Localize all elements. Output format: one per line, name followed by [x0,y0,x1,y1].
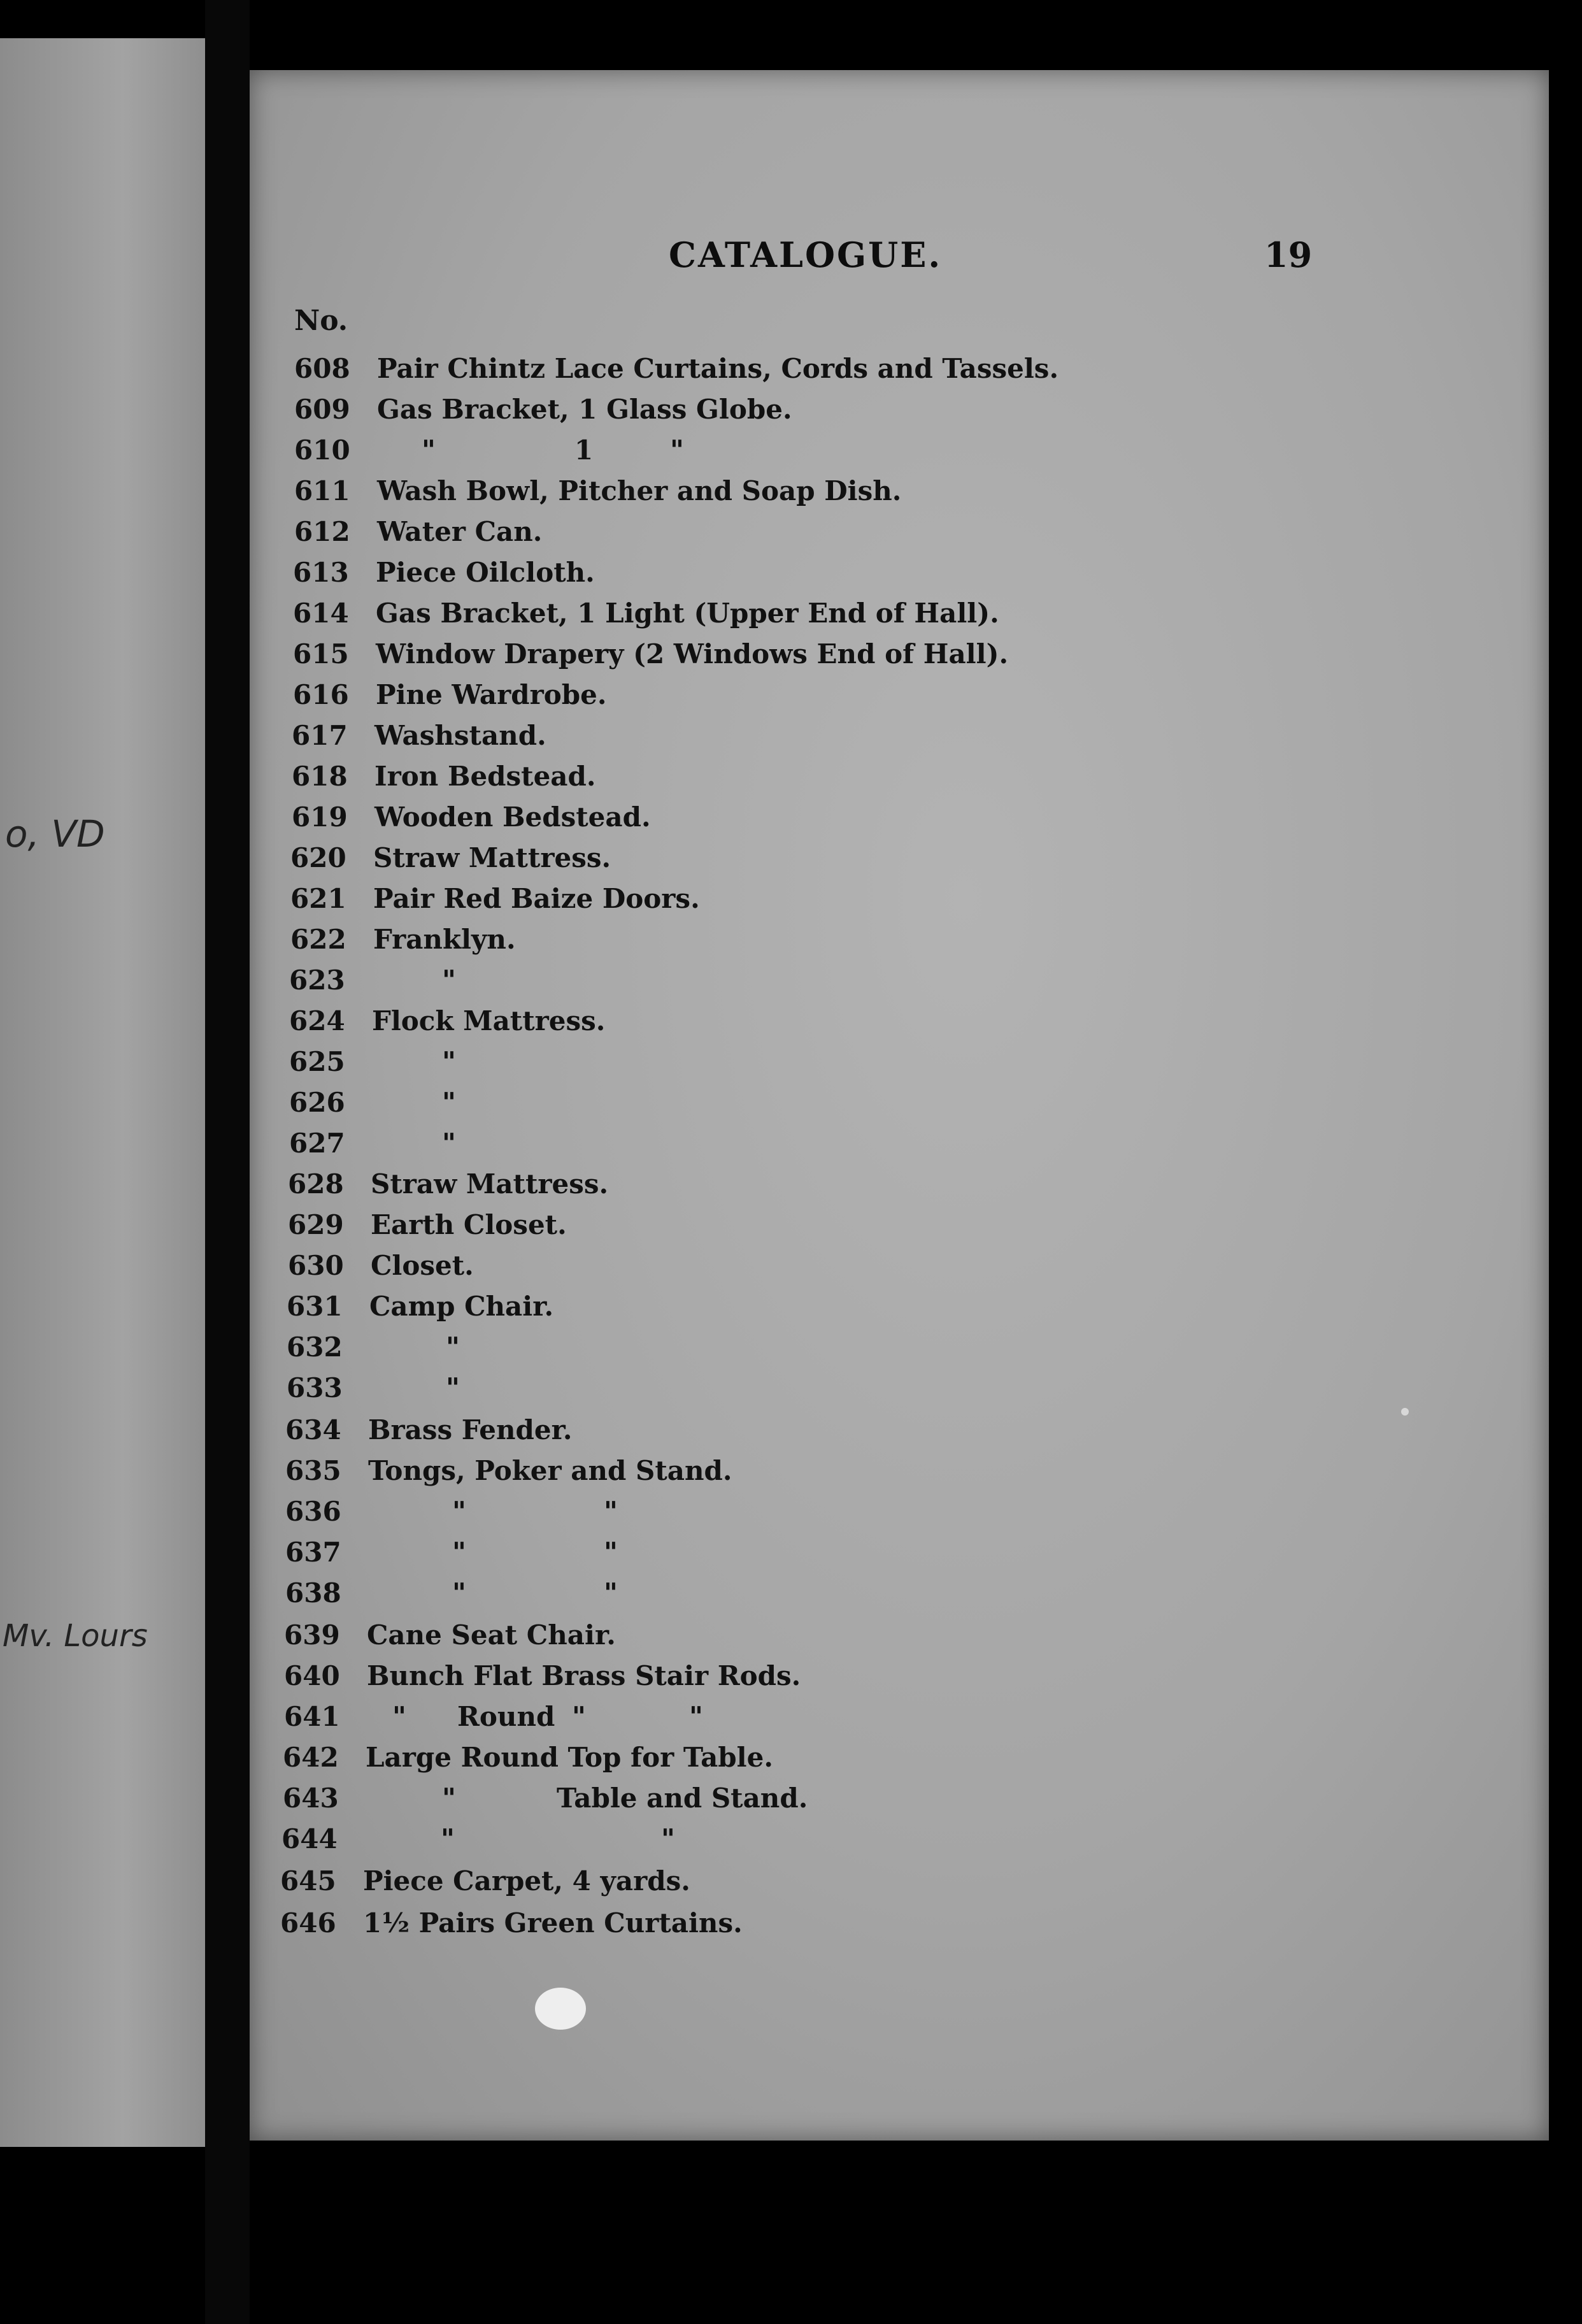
entry-number: 617 [292,720,348,751]
entry-description: Gas Bracket, 1 Glass Globe. [377,394,792,425]
ditto-mark: " [442,1046,456,1077]
ditto-value: Round [457,1701,555,1732]
entry-description: Pair Red Baize Doors. [373,883,700,914]
entry-number: 624 [289,1005,345,1036]
entry-number: 622 [290,924,346,955]
entry-number: 644 [281,1823,338,1854]
entry-number: 642 [283,1742,339,1773]
entry-number: 613 [293,557,349,588]
margin-note-2: Mv. Lours [3,1618,148,1654]
entry-number: 627 [289,1128,345,1159]
entry-description: Gas Bracket, 1 Light (Upper End of Hall). [376,598,999,629]
entry-number: 625 [289,1046,345,1077]
entry-description: Franklyn. [373,924,516,955]
entry-description: Pair Chintz Lace Curtains, Cords and Tassels. [377,353,1059,384]
entry-number: 643 [283,1782,339,1814]
entry-description: Wooden Bedstead. [374,801,651,833]
ditto-mark: " [442,1087,456,1118]
page-number: 19 [1264,234,1313,275]
entry-number: 609 [294,394,350,425]
ditto-mark: " [452,1537,466,1568]
entry-number: 632 [287,1331,343,1363]
entry-number: 635 [285,1455,341,1486]
entry-number: 633 [287,1372,343,1403]
entry-description: Wash Bowl, Pitcher and Soap Dish. [377,475,902,506]
entry-description: Pine Wardrobe. [376,679,607,710]
entry-description: Brass Fender. [368,1414,573,1445]
entry-description: Piece Carpet, 4 yards. [363,1865,690,1897]
margin-note-1: o, VD [5,812,105,856]
paper-speck [1401,1408,1409,1416]
entry-number: 611 [294,475,350,506]
entry-number: 628 [288,1168,344,1200]
ditto-mark: " [689,1701,703,1732]
ditto-mark: " [661,1823,675,1854]
ditto-mark: " [422,434,436,466]
entry-number: 619 [292,801,348,833]
ditto-mark: " [442,1128,456,1159]
entry-number: 630 [288,1250,344,1281]
entry-number: 645 [280,1865,336,1897]
entry-description: Window Drapery (2 Windows End of Hall). [376,638,1009,670]
entry-description: Straw Mattress. [371,1168,609,1200]
entry-description: Tongs, Poker and Stand. [368,1455,732,1486]
ditto-mark: " [572,1701,586,1732]
entry-number: 641 [284,1701,340,1732]
ditto-mark: " [446,1331,460,1363]
entry-description: Bunch Flat Brass Stair Rods. [367,1660,801,1691]
entry-number: 621 [290,883,346,914]
entry-description: Iron Bedstead. [374,761,596,792]
ditto-mark: " [442,1782,456,1814]
entry-number: 623 [289,965,345,996]
ditto-mark: " [392,1701,406,1732]
entry-description: Cane Seat Chair. [367,1619,616,1651]
entry-number: 637 [285,1537,341,1568]
entry-number: 616 [293,679,349,710]
entry-number: 620 [290,842,346,873]
entry-description: Earth Closet. [371,1209,567,1240]
entry-description: Camp Chair. [369,1291,554,1322]
entry-description: Washstand. [374,720,546,751]
ditto-value: Table and Stand. [557,1782,808,1814]
entry-number: 618 [292,761,348,792]
ditto-value: 1 [574,434,594,466]
entry-number: 615 [293,638,349,670]
entry-number: 631 [287,1291,343,1322]
ditto-mark: " [604,1577,618,1609]
ditto-mark: " [452,1496,466,1527]
ditto-mark: " [604,1496,618,1527]
entry-description: Piece Oilcloth. [376,557,595,588]
entry-description: Water Can. [377,516,543,547]
entry-number: 629 [288,1209,344,1240]
entry-number: 614 [293,598,349,629]
entry-number: 640 [284,1660,340,1691]
entry-number: 626 [289,1087,345,1118]
ditto-mark: " [441,1823,455,1854]
entry-description: Large Round Top for Table. [366,1742,773,1773]
entry-number: 639 [284,1619,340,1651]
entry-description: Flock Mattress. [372,1005,606,1036]
page-title: CATALOGUE. [669,234,943,275]
entry-description: 1½ Pairs Green Curtains. [363,1907,743,1939]
ditto-mark: " [446,1372,460,1403]
entry-number: 636 [285,1496,341,1527]
column-heading-no: No. [294,305,348,337]
entry-number: 612 [294,516,350,547]
ditto-mark: " [442,965,456,996]
entry-number: 638 [285,1577,341,1609]
ditto-mark: " [452,1577,466,1609]
entry-number: 646 [280,1907,336,1939]
entry-number: 608 [294,353,350,384]
paper-speck [535,1988,586,2030]
entry-number: 610 [294,434,350,466]
ditto-mark: " [604,1537,618,1568]
entry-number: 634 [285,1414,341,1445]
ditto-mark: " [670,434,684,466]
entry-description: Straw Mattress. [373,842,611,873]
entry-description: Closet. [371,1250,474,1281]
